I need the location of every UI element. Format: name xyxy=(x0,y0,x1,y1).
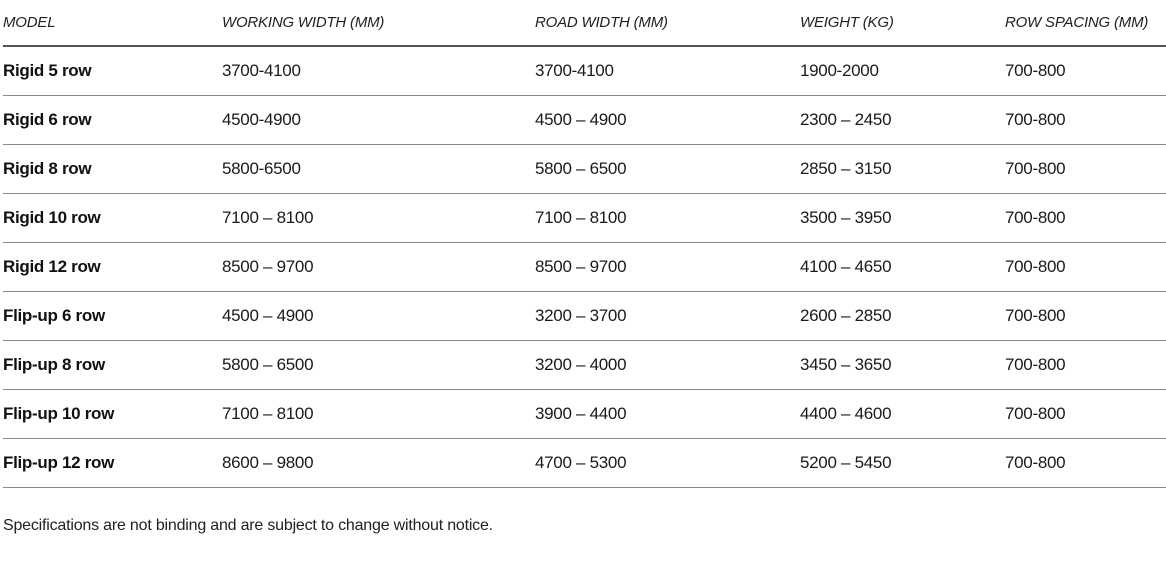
cell-road-width: 3900 – 4400 xyxy=(535,390,800,439)
cell-weight: 5200 – 5450 xyxy=(800,439,1005,488)
table-row xyxy=(3,194,1166,243)
cell-row-spacing: 700-800 xyxy=(1005,341,1166,390)
cell-row-spacing: 700-800 xyxy=(1005,145,1166,194)
cell-weight: 1900-2000 xyxy=(800,46,1005,96)
cell-model: Rigid 8 row xyxy=(3,145,222,194)
disclaimer-note: Specifications are not binding and are subject to change without notice. xyxy=(3,517,493,534)
cell-weight: 2600 – 2850 xyxy=(800,292,1005,341)
cell-working-width: 7100 – 8100 xyxy=(222,194,535,243)
cell-road-width: 3700-4100 xyxy=(535,46,800,96)
cell-weight: 4400 – 4600 xyxy=(800,390,1005,439)
specifications-table xyxy=(3,0,1166,488)
cell-model: Rigid 12 row xyxy=(3,243,222,292)
cell-working-width: 8500 – 9700 xyxy=(222,243,535,292)
cell-model: Flip-up 8 row xyxy=(3,341,222,390)
table-row xyxy=(3,243,1166,292)
cell-row-spacing: 700-800 xyxy=(1005,243,1166,292)
cell-weight: 4100 – 4650 xyxy=(800,243,1005,292)
table-row xyxy=(3,341,1166,390)
cell-working-width: 7100 – 8100 xyxy=(222,390,535,439)
cell-working-width: 5800-6500 xyxy=(222,145,535,194)
header-row xyxy=(3,0,1166,46)
cell-working-width: 5800 – 6500 xyxy=(222,341,535,390)
cell-road-width: 4700 – 5300 xyxy=(535,439,800,488)
table-body xyxy=(3,46,1166,488)
cell-row-spacing: 700-800 xyxy=(1005,390,1166,439)
header-road-width: ROAD WIDTH (MM) xyxy=(535,0,800,46)
cell-row-spacing: 700-800 xyxy=(1005,439,1166,488)
table-header xyxy=(3,0,1166,46)
cell-weight: 2850 – 3150 xyxy=(800,145,1005,194)
cell-working-width: 8600 – 9800 xyxy=(222,439,535,488)
cell-road-width: 4500 – 4900 xyxy=(535,96,800,145)
cell-model: Flip-up 6 row xyxy=(3,292,222,341)
cell-road-width: 3200 – 3700 xyxy=(535,292,800,341)
cell-row-spacing: 700-800 xyxy=(1005,292,1166,341)
header-working-width: WORKING WIDTH (MM) xyxy=(222,0,535,46)
table-row xyxy=(3,292,1166,341)
cell-road-width: 3200 – 4000 xyxy=(535,341,800,390)
cell-road-width: 8500 – 9700 xyxy=(535,243,800,292)
cell-road-width: 7100 – 8100 xyxy=(535,194,800,243)
cell-row-spacing: 700-800 xyxy=(1005,194,1166,243)
table-row xyxy=(3,46,1166,96)
cell-model: Flip-up 10 row xyxy=(3,390,222,439)
cell-model: Flip-up 12 row xyxy=(3,439,222,488)
table-row xyxy=(3,439,1166,488)
cell-weight: 3450 – 3650 xyxy=(800,341,1005,390)
header-model: MODEL xyxy=(3,0,222,46)
header-row-spacing: ROW SPACING (MM) xyxy=(1005,0,1166,46)
cell-row-spacing: 700-800 xyxy=(1005,46,1166,96)
cell-weight: 3500 – 3950 xyxy=(800,194,1005,243)
cell-working-width: 3700-4100 xyxy=(222,46,535,96)
cell-model: Rigid 5 row xyxy=(3,46,222,96)
cell-model: Rigid 10 row xyxy=(3,194,222,243)
table-row xyxy=(3,390,1166,439)
header-weight: WEIGHT (KG) xyxy=(800,0,1005,46)
table-row xyxy=(3,145,1166,194)
cell-road-width: 5800 – 6500 xyxy=(535,145,800,194)
cell-model: Rigid 6 row xyxy=(3,96,222,145)
cell-working-width: 4500-4900 xyxy=(222,96,535,145)
cell-weight: 2300 – 2450 xyxy=(800,96,1005,145)
cell-row-spacing: 700-800 xyxy=(1005,96,1166,145)
table-row xyxy=(3,96,1166,145)
cell-working-width: 4500 – 4900 xyxy=(222,292,535,341)
